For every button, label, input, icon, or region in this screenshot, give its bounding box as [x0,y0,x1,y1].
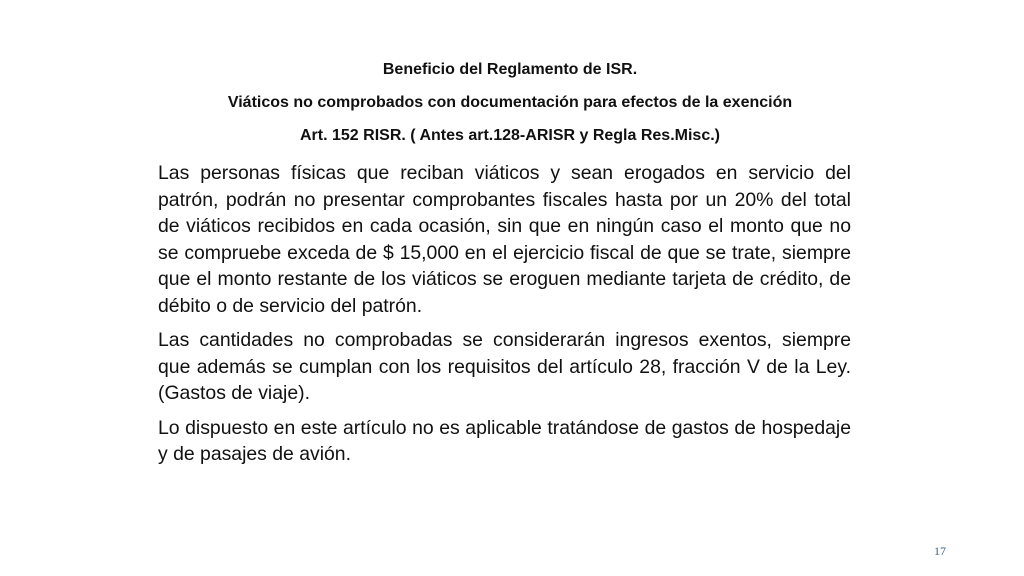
heading-title: Beneficio del Reglamento de ISR. [382,61,638,78]
paragraph-exempt-income: Las cantidades no comprobadas se considerarán ingresos exentos, siempre que además se cumplan con los requisitos del artículo 28, fracción V de la Ley. (Gastos de viaje). [158,329,851,404]
heading-subtitle: Viáticos no comprobados con documentación para efectos de la exención [227,94,793,111]
body-text [158,160,851,476]
paragraph-viaticos-rule: Las personas físicas que reciban viáticos y sean erogados en servicio del patrón, podrán no presentar comprobantes fiscales hasta por un 20% del total de viáticos recibidos en cada ocasión, sin que en ningún caso el monto que no se compruebe exceda de $ 15,000 en el ejercicio fiscal de que se trate, siempre que el monto restante de los viáticos se eroguen mediante tarjeta de crédito, de débito o de servicio del patrón. [158,162,851,317]
paragraph-exclusions: Lo dispuesto en este artículo no es aplicable tratándose de gastos de hospedaje y de pasajes de avión. [158,416,851,465]
heading-article-reference: Art. 152 RISR. ( Antes art.128-ARISR y Regla Res.Misc.) [300,127,720,144]
page-number: 17 [934,544,946,558]
